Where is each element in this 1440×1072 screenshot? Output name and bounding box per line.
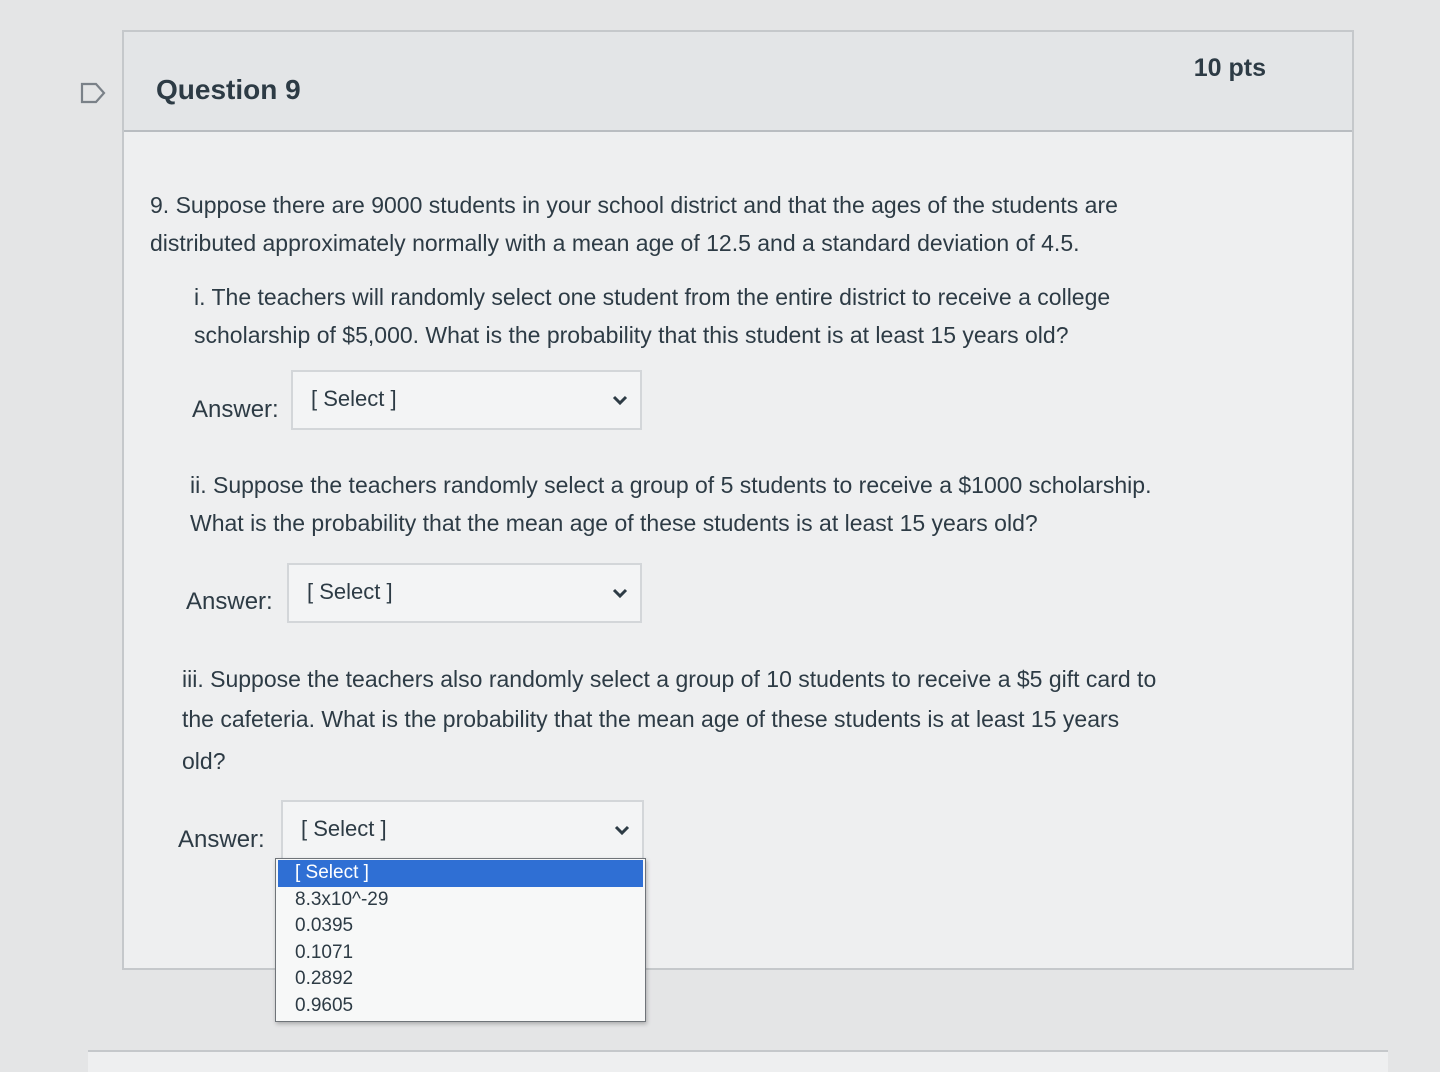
option-select-placeholder[interactable]: [ Select ] xyxy=(278,860,643,887)
option-3[interactable]: 0.1071 xyxy=(295,941,354,963)
answer-label-1: Answer: xyxy=(192,396,279,423)
answer-label-3: Answer: xyxy=(178,826,265,853)
question-intro-line-1: 9. Suppose there are 9000 students in your school district and that the ages of the students are xyxy=(150,192,1118,218)
bookmark-icon[interactable] xyxy=(80,82,104,104)
answer-select-3-value: [ Select ] xyxy=(301,816,387,841)
answer-label-2: Answer: xyxy=(186,588,273,615)
option-4[interactable]: 0.2892 xyxy=(295,968,354,990)
part-1-line-2: scholarship of $5,000. What is the probability that this student is at least 15 years old? xyxy=(194,322,1069,348)
part-2-line-1: ii. Suppose the teachers randomly select a group of 5 students to receive a $1000 scholarship. xyxy=(190,472,1152,498)
answer-select-2[interactable] xyxy=(287,563,642,623)
answer-select-3-options[interactable] xyxy=(275,858,646,1022)
next-question-card-edge xyxy=(88,1050,1388,1072)
question-title: Question 9 xyxy=(156,74,301,105)
question-intro-line-2: distributed approximately normally with a mean age of 12.5 and a standard deviation of 4.5. xyxy=(150,230,1080,256)
part-2-line-2: What is the probability that the mean age of these students is at least 15 years old? xyxy=(190,510,1038,536)
part-3-line-1: iii. Suppose the teachers also randomly select a group of 10 students to receive a $5 gift card to xyxy=(182,666,1157,692)
part-3-line-3: old? xyxy=(182,748,226,774)
part-3-line-2: the cafeteria. What is the probability that the mean age of these students is at least 15 years xyxy=(182,706,1120,732)
answer-select-1[interactable] xyxy=(291,370,642,430)
answer-select-1-value: [ Select ] xyxy=(311,386,397,411)
chevron-down-icon xyxy=(610,392,630,408)
part-1-line-1: i. The teachers will randomly select one student from the entire district to receive a college xyxy=(194,284,1111,310)
chevron-down-icon xyxy=(610,585,630,601)
answer-select-2-value: [ Select ] xyxy=(307,579,393,604)
option-2[interactable]: 0.0395 xyxy=(295,915,354,937)
answer-select-3[interactable] xyxy=(281,800,644,860)
question-header xyxy=(124,32,1352,132)
option-5[interactable]: 0.9605 xyxy=(295,994,354,1016)
question-points: 10 pts xyxy=(1193,54,1266,82)
option-1[interactable]: 8.3x10^-29 xyxy=(295,888,389,910)
chevron-down-icon xyxy=(612,822,632,838)
